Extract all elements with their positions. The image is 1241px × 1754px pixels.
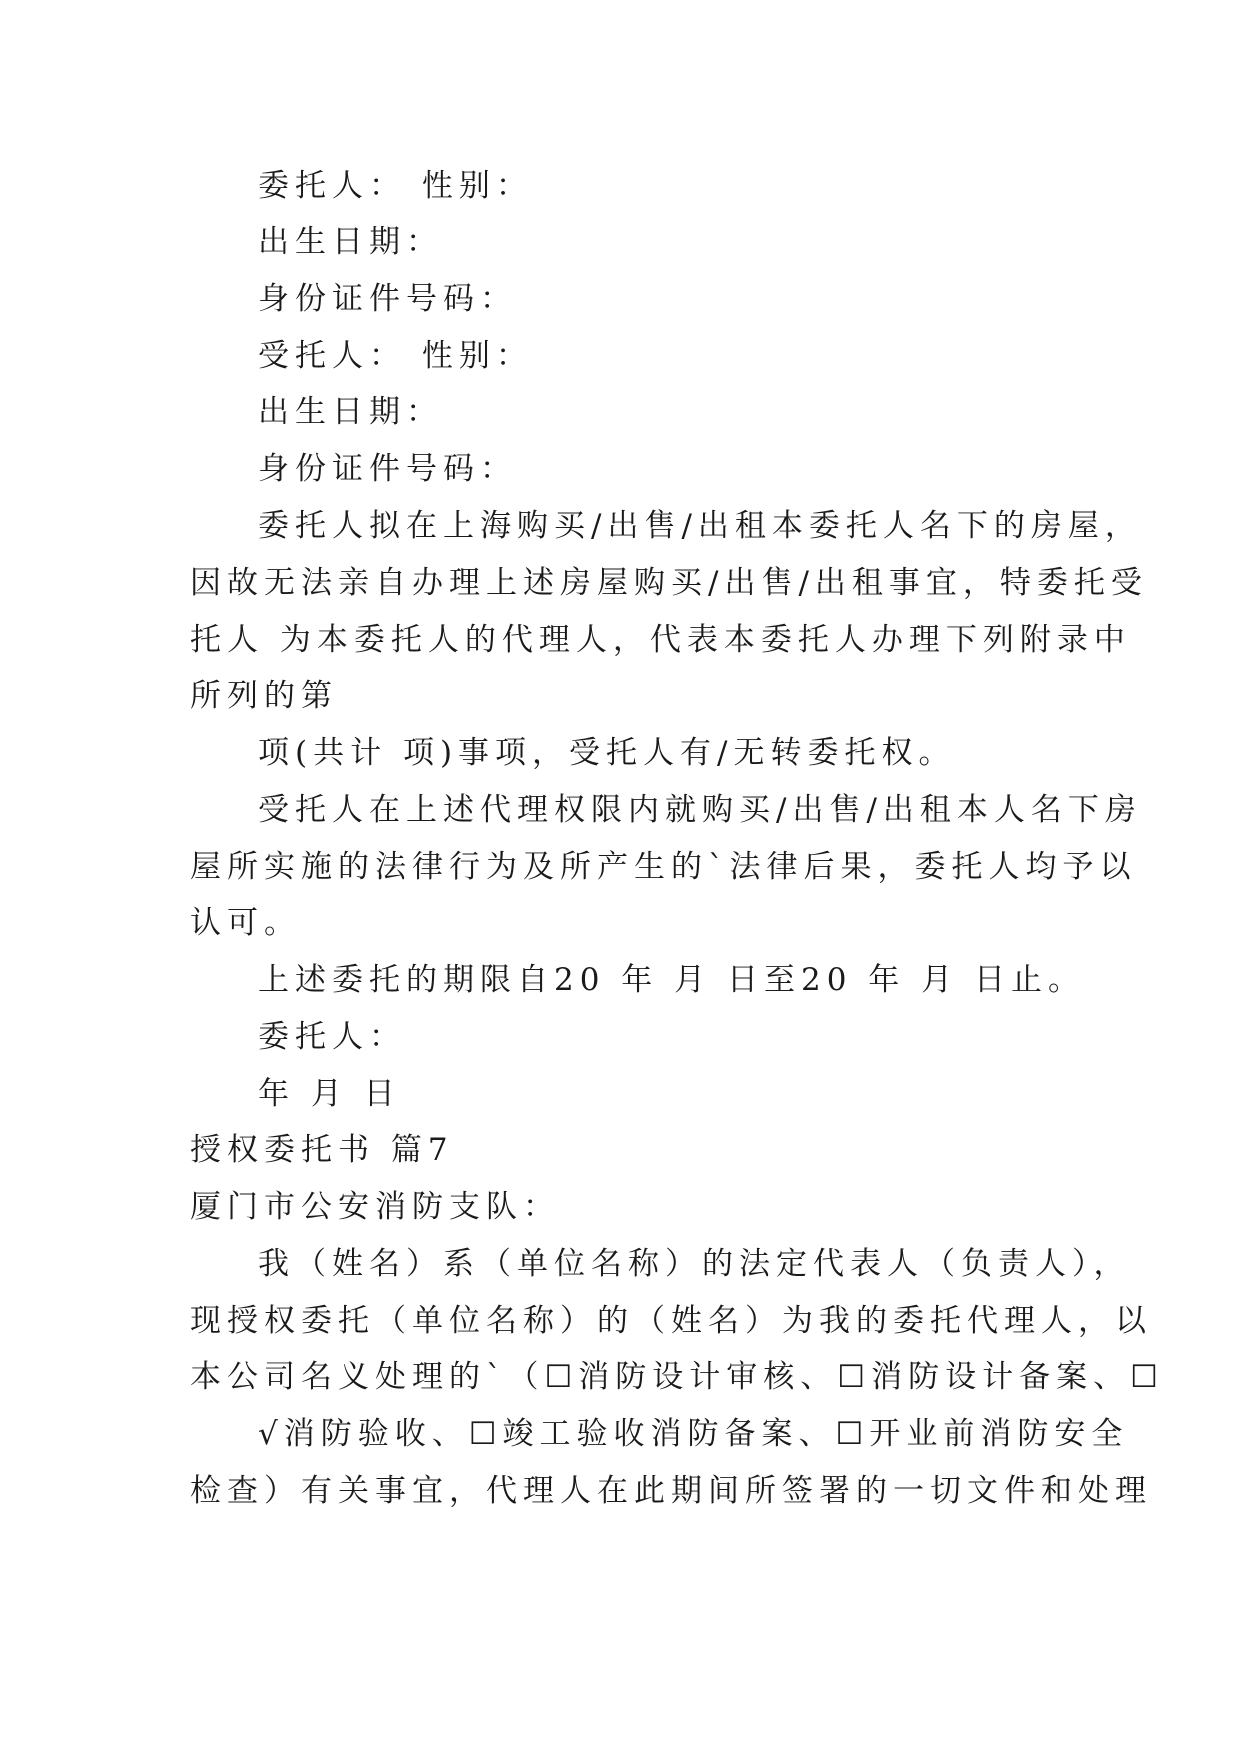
paragraph-line: 屋所实施的法律行为及所产生的`法律后果，委托人均予以 — [190, 849, 1137, 885]
signature-line: 委托人： — [258, 1019, 406, 1055]
paragraph-line: 我（姓名）系（单位名称）的法定代表人（负责人）， — [258, 1246, 1131, 1282]
section-heading: 授权委托书 篇7 — [190, 1132, 454, 1168]
date-line: 年 月 日 — [258, 1076, 401, 1112]
agent-gender-line: 受托人： 性别： — [258, 338, 533, 374]
paragraph-line: 委托人拟在上海购买/出售/出租本委托人名下的房屋， — [258, 508, 1142, 544]
paragraph-line: 认可。 — [190, 905, 301, 941]
paragraph-line: 因故无法亲自办理上述房屋购买/出售/出租事宜，特委托受 — [190, 565, 1148, 601]
principal-gender-line: 委托人： 性别： — [258, 168, 533, 204]
term-line: 上述委托的期限自20 年 月 日至20 年 月 日止。 — [258, 962, 1086, 998]
agent-birthdate-line: 出生日期： — [258, 394, 443, 430]
addressee-line: 厦门市公安消防支队： — [190, 1189, 560, 1225]
paragraph-line: √消防验收、☐竣工验收消防备案、☐开业前消防安全 — [258, 1416, 1129, 1452]
principal-birthdate-line: 出生日期： — [258, 224, 443, 260]
paragraph-line: 本公司名义处理的`（☐消防设计审核、☐消防设计备案、☐ — [190, 1359, 1164, 1395]
agent-id-line: 身份证件号码： — [258, 451, 517, 487]
paragraph-line: 项(共计 项)事项，受托人有/无转委托权。 — [258, 735, 956, 771]
paragraph-line: 托人 为本委托人的代理人，代表本委托人办理下列附录中 — [190, 622, 1131, 658]
principal-id-line: 身份证件号码： — [258, 281, 517, 317]
paragraph-line: 所列的第 — [190, 678, 338, 714]
paragraph-line: 现授权委托（单位名称）的（姓名）为我的委托代理人，以 — [190, 1303, 1152, 1339]
paragraph-line: 受托人在上述代理权限内就购买/出售/出租本人名下房 — [258, 792, 1142, 828]
paragraph-line: 检查）有关事宜，代理人在此期间所签署的一切文件和处理 — [190, 1473, 1152, 1509]
